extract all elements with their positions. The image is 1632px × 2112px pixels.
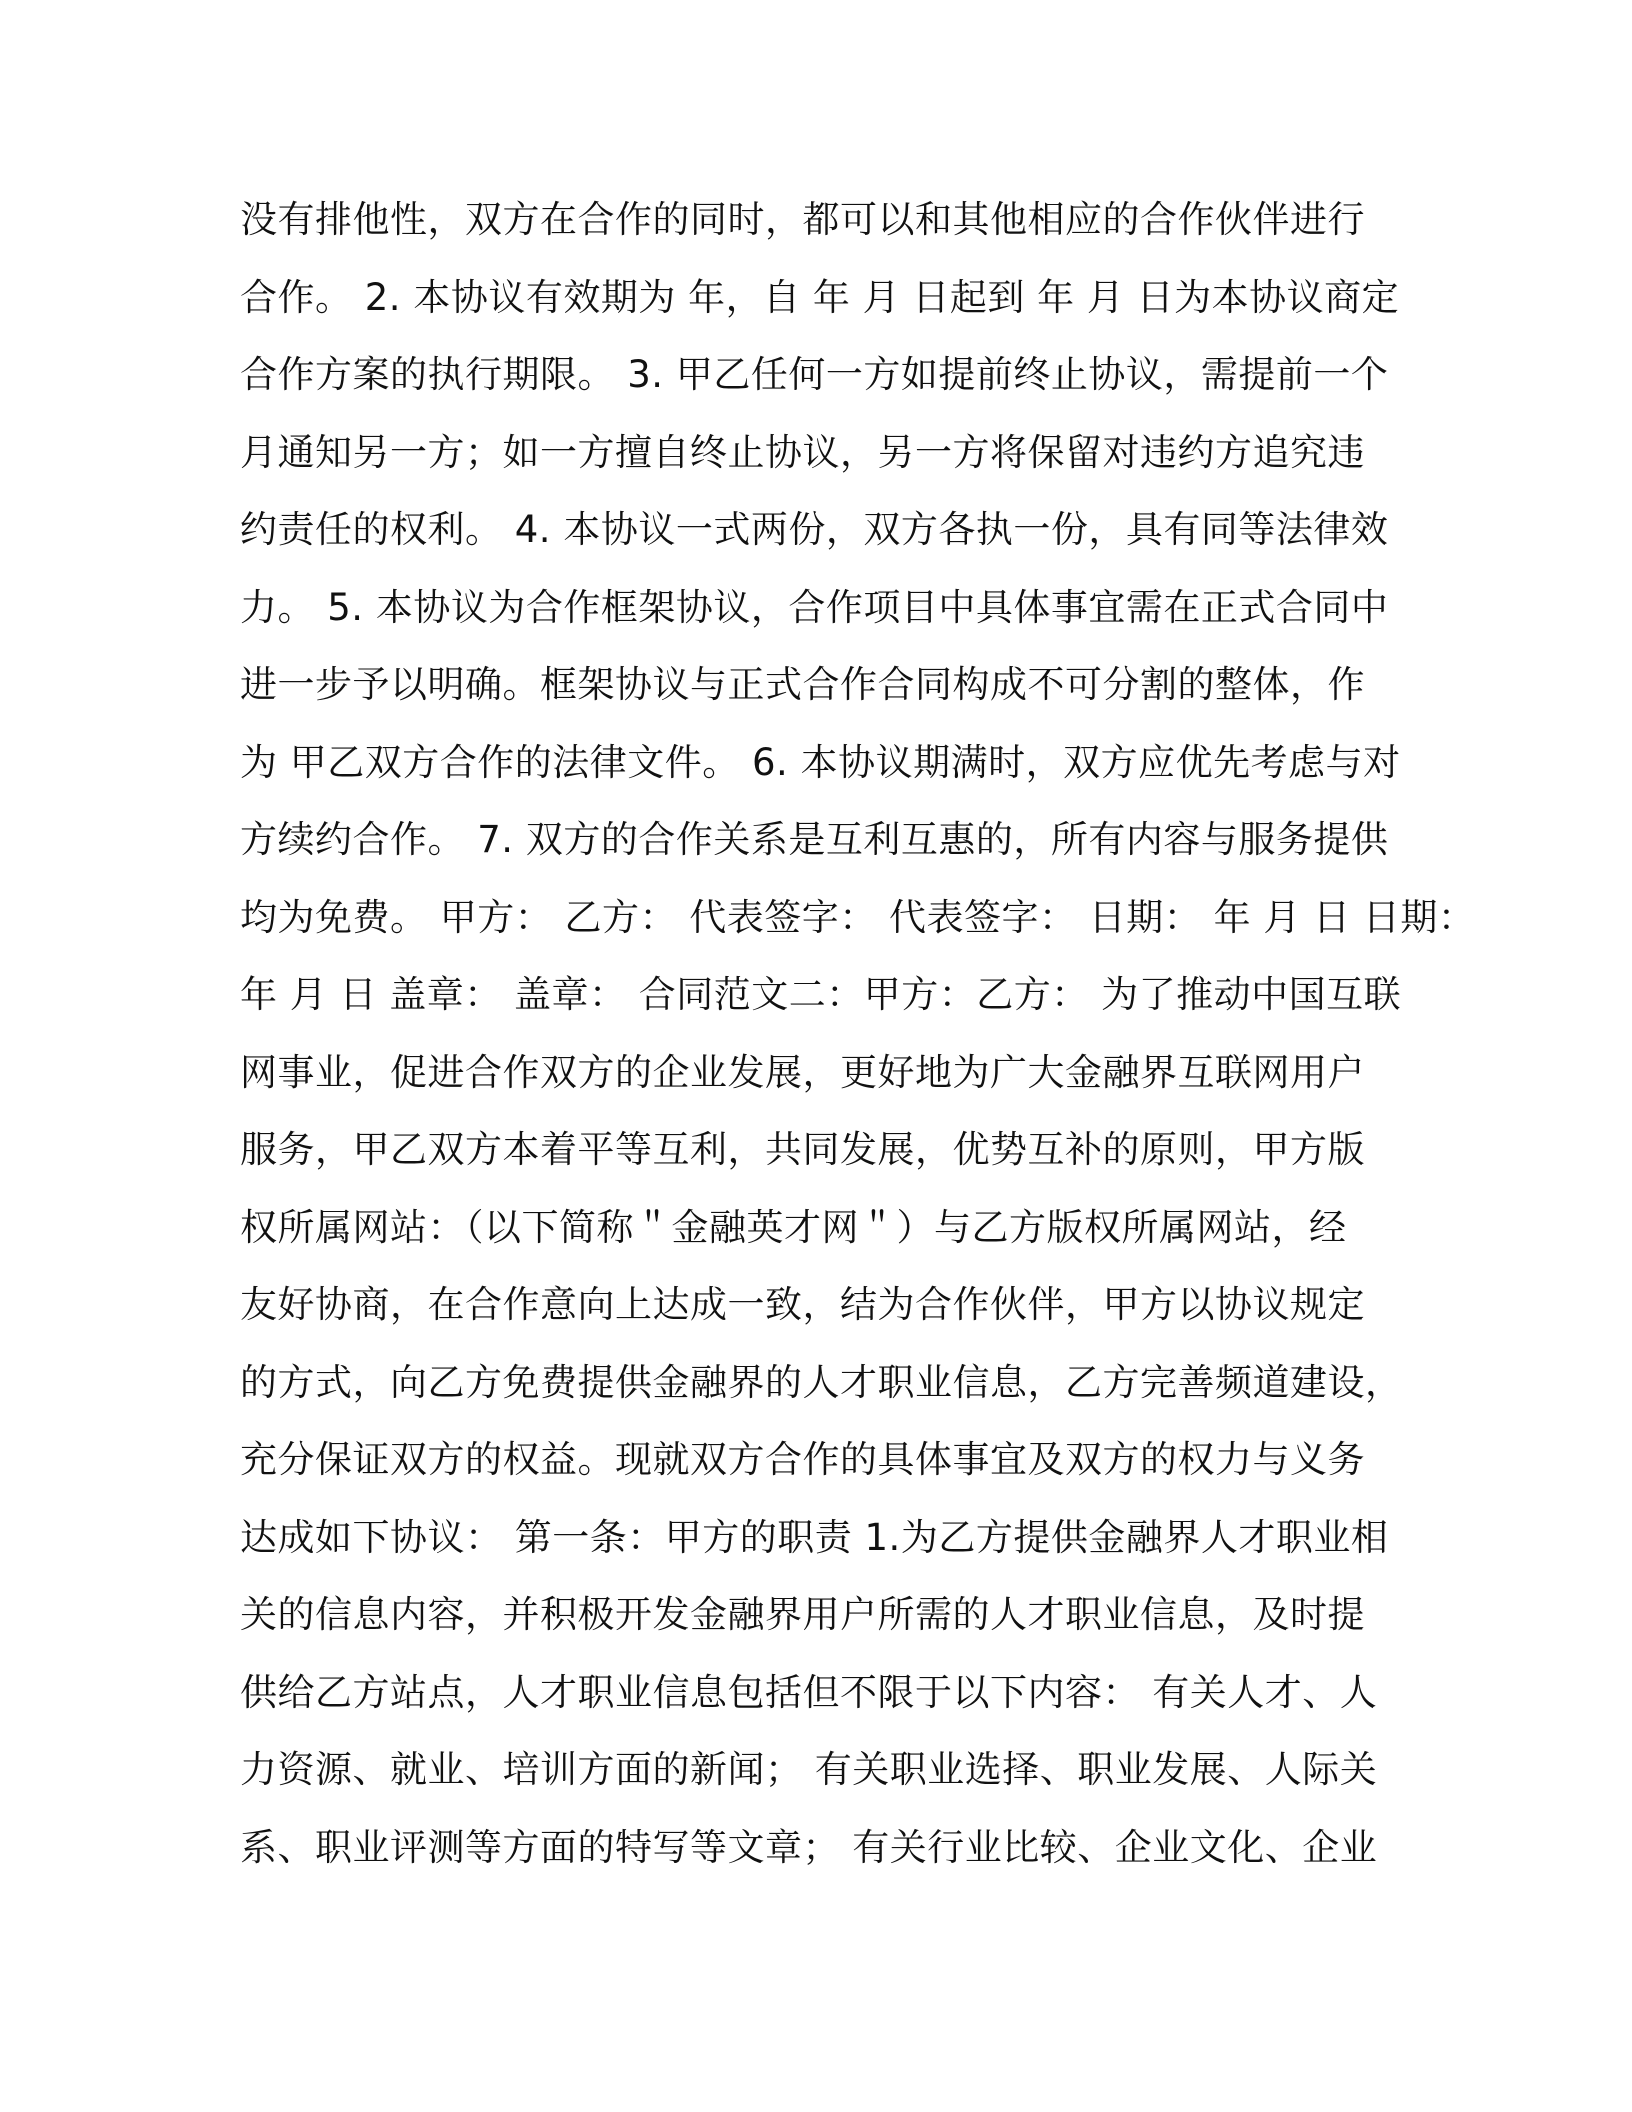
- text-line: 为 甲乙双方合作的法律文件。 6. 本协议期满时，双方应优先考虑与对: [240, 740, 1401, 784]
- text-line: 力资源、就业、培训方面的新闻； 有关职业选择、职业发展、人际关: [240, 1748, 1378, 1791]
- text-line: 供给乙方站点，人才职业信息包括但不限于以下内容： 有关人才、人: [240, 1670, 1378, 1714]
- text-line: 年 月 日 盖章： 盖章： 合同范文二：甲方：乙方： 为了推动中国互联: [240, 973, 1402, 1016]
- text-line: 权所属网站：（以下简称＂金融英才网＂）与乙方版权所属网站，经: [240, 1205, 1347, 1249]
- text-line: 均为免费。 甲方： 乙方： 代表签字： 代表签字： 日期： 年 月 日 日期：: [240, 895, 1476, 939]
- text-line: 进一步予以明确。框架协议与正式合作合同构成不可分割的整体，作: [240, 663, 1365, 706]
- body-text: [240, 190, 1476, 1895]
- text-line: 的方式，向乙方免费提供金融界的人才职业信息，乙方完善频道建设，: [240, 1360, 1403, 1404]
- text-line: 月通知另一方；如一方擅自终止协议，另一方将保留对违约方追究违: [240, 430, 1365, 474]
- text-line: 力。 5. 本协议为合作框架协议，合作项目中具体事宜需在正式合同中: [240, 585, 1389, 629]
- text-line: 方续约合作。 7. 双方的合作关系是互利互惠的，所有内容与服务提供: [240, 818, 1389, 861]
- text-line: 约责任的权利。 4. 本协议一式两份，双方各执一份，具有同等法律效: [240, 508, 1389, 551]
- text-line: 关的信息内容，并积极开发金融界用户所需的人才职业信息，及时提: [240, 1593, 1365, 1636]
- text-line: 网事业，促进合作双方的企业发展，更好地为广大金融界互联网用户: [240, 1050, 1365, 1094]
- text-line: 合作。 2. 本协议有效期为 年，自 年 月 日起到 年 月 日为本协议商定: [240, 275, 1400, 319]
- text-line: 合作方案的执行期限。 3. 甲乙任何一方如提前终止协议，需提前一个: [240, 353, 1389, 396]
- text-line: 没有排他性，双方在合作的同时，都可以和其他相应的合作伙伴进行: [240, 198, 1365, 241]
- text-line: 服务，甲乙双方本着平等互利，共同发展，优势互补的原则，甲方版: [240, 1128, 1365, 1171]
- text-line: 友好协商，在合作意向上达成一致，结为合作伙伴，甲方以协议规定: [240, 1283, 1365, 1326]
- text-line: 达成如下协议： 第一条：甲方的职责 1.为乙方提供金融界人才职业相: [240, 1515, 1389, 1559]
- text-line: 系、职业评测等方面的特写等文章； 有关行业比较、企业文化、企业: [240, 1825, 1378, 1869]
- text-line: 充分保证双方的权益。现就双方合作的具体事宜及双方的权力与义务: [240, 1438, 1365, 1481]
